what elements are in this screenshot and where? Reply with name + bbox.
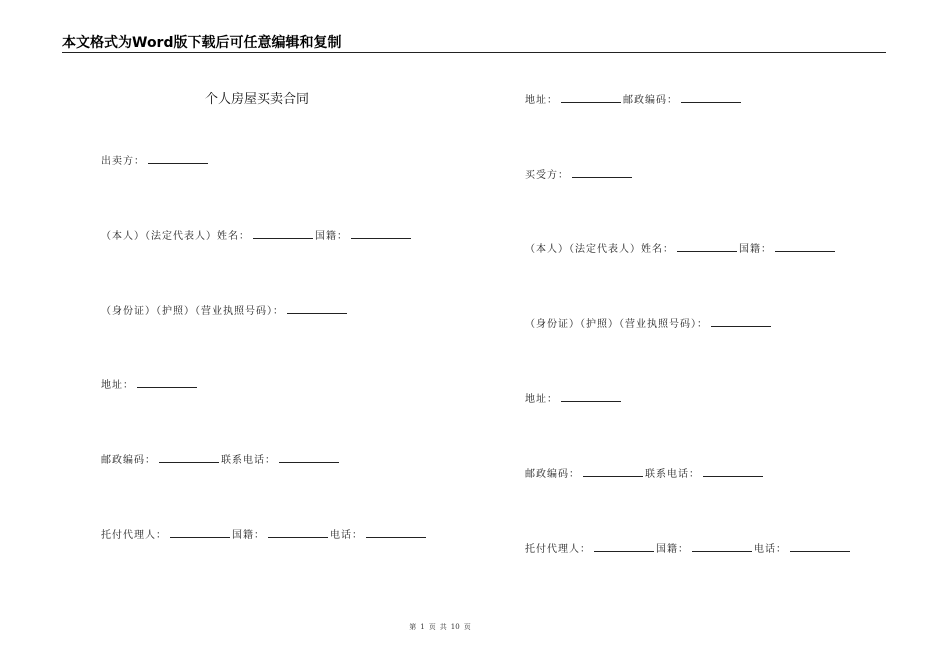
seller-address-blank[interactable]: [137, 377, 197, 388]
seller-nationality-label: 国籍：: [315, 231, 348, 242]
seller-contact-line: [101, 452, 341, 468]
buyer-line: [525, 167, 634, 183]
seller-agent-phone-blank[interactable]: [366, 527, 426, 538]
page-footer: [0, 622, 880, 632]
buyer-label: 买受方：: [525, 170, 569, 181]
seller-agent-address-label: 地址：: [525, 95, 558, 106]
seller-id-label: （身份证）（护照）（营业执照号码）：: [101, 306, 284, 317]
seller-id-blank[interactable]: [287, 303, 347, 314]
buyer-nationality-label: 国籍：: [739, 244, 772, 255]
total-unit: 页: [463, 623, 471, 631]
total-prefix: 共: [439, 623, 447, 631]
buyer-id-label: （身份证）（护照）（营业执照号码）：: [525, 319, 708, 330]
seller-agent-address-line: [525, 92, 743, 108]
seller-agent-postcode-label: 邮政编码：: [623, 95, 678, 106]
seller-blank[interactable]: [148, 153, 208, 164]
buyer-postcode-blank[interactable]: [583, 466, 643, 477]
total-pages: 10: [450, 623, 460, 631]
seller-nationality-blank[interactable]: [351, 228, 411, 239]
seller-agent-phone-label: 电话：: [330, 530, 363, 541]
header-title: 本文格式为Word版下载后可任意编辑和复制: [62, 35, 342, 51]
buyer-agent-phone-label: 电话：: [754, 544, 787, 555]
page-unit: 页: [428, 623, 436, 631]
seller-phone-label: 联系电话：: [221, 455, 276, 466]
seller-id-line: [101, 303, 349, 319]
seller-agent-line: [101, 527, 428, 543]
seller-address-label: 地址：: [101, 380, 134, 391]
buyer-blank[interactable]: [572, 167, 632, 178]
buyer-postcode-label: 邮政编码：: [525, 469, 580, 480]
seller-name-line: [101, 228, 413, 244]
buyer-phone-blank[interactable]: [703, 466, 763, 477]
buyer-name-blank[interactable]: [677, 241, 737, 252]
buyer-agent-line: [525, 541, 852, 557]
seller-postcode-label: 邮政编码：: [101, 455, 156, 466]
buyer-phone-label: 联系电话：: [645, 469, 700, 480]
buyer-agent-label: 托付代理人：: [525, 544, 591, 555]
seller-agent-postcode-blank[interactable]: [681, 92, 741, 103]
buyer-agent-blank[interactable]: [594, 541, 654, 552]
buyer-id-blank[interactable]: [711, 316, 771, 327]
seller-agent-label: 托付代理人：: [101, 530, 167, 541]
buyer-address-blank[interactable]: [561, 391, 621, 402]
seller-name-blank[interactable]: [253, 228, 313, 239]
page-prefix: 第: [409, 623, 417, 631]
buyer-contact-line: [525, 466, 765, 482]
seller-label: 出卖方：: [101, 156, 145, 167]
seller-address-line: [101, 377, 199, 393]
buyer-name-line: [525, 241, 837, 257]
seller-agent-blank[interactable]: [170, 527, 230, 538]
buyer-agent-phone-blank[interactable]: [790, 541, 850, 552]
buyer-name-label: （本人）（法定代表人）姓名：: [525, 244, 674, 255]
seller-line: [101, 153, 210, 169]
seller-phone-blank[interactable]: [279, 452, 339, 463]
buyer-agent-nationality-label: 国籍：: [656, 544, 689, 555]
seller-agent-nationality-label: 国籍：: [232, 530, 265, 541]
buyer-id-line: [525, 316, 773, 332]
seller-agent-address-blank[interactable]: [561, 92, 621, 103]
buyer-agent-nationality-blank[interactable]: [692, 541, 752, 552]
seller-name-label: （本人）（法定代表人）姓名：: [101, 231, 250, 242]
buyer-nationality-blank[interactable]: [775, 241, 835, 252]
buyer-address-label: 地址：: [525, 394, 558, 405]
buyer-address-line: [525, 391, 623, 407]
header-divider: [62, 52, 886, 53]
seller-postcode-blank[interactable]: [159, 452, 219, 463]
seller-agent-nationality-blank[interactable]: [268, 527, 328, 538]
contract-title: 个人房屋买卖合同: [205, 92, 310, 107]
page-number: 1: [420, 623, 425, 631]
